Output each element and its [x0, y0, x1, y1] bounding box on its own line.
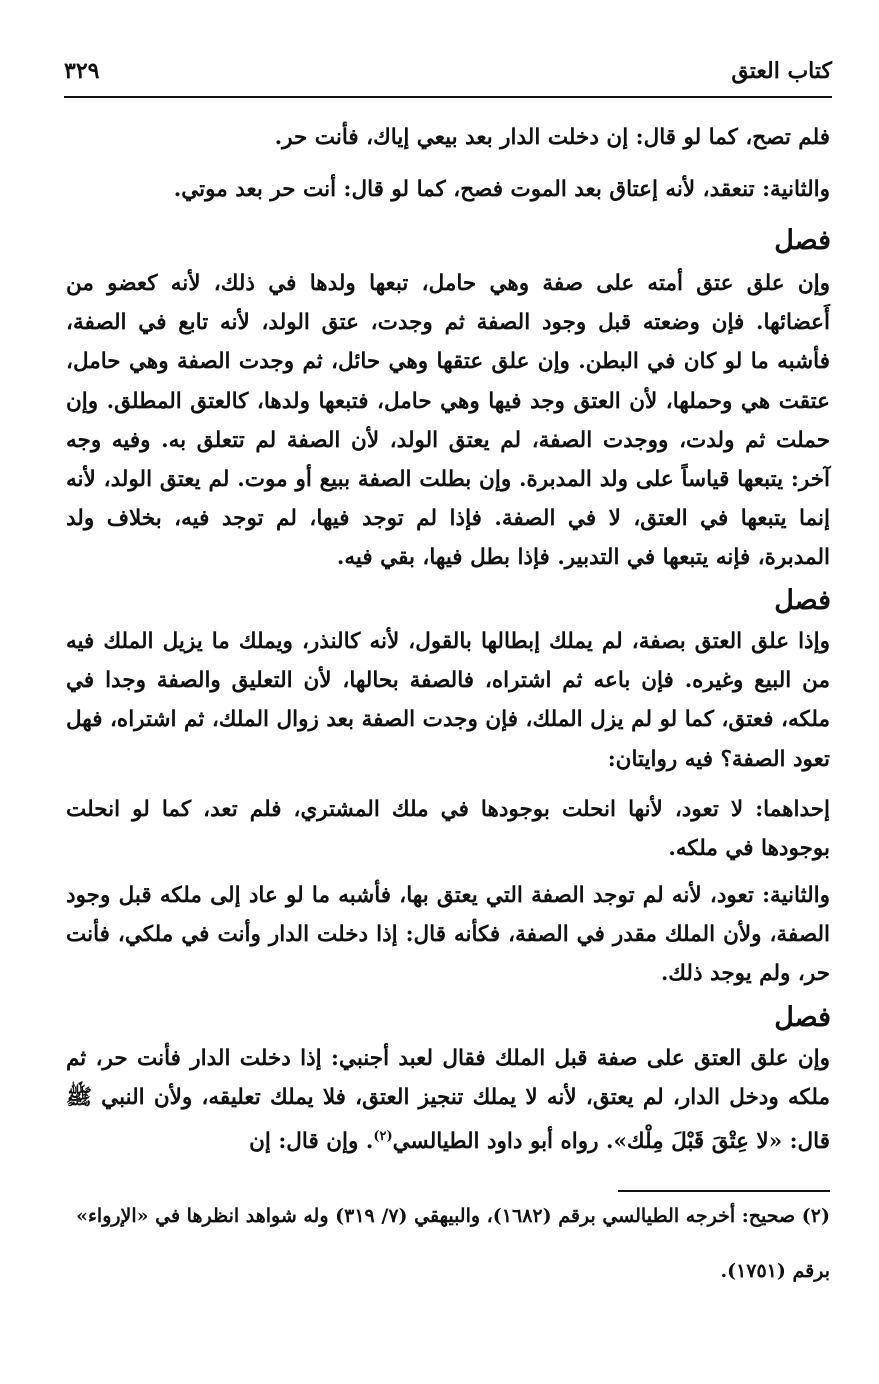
section-paragraph: [66, 622, 830, 779]
intro-text: فلم تصح، كما لو قال: إن دخلت الدار بعد بيعي إياك، فأنت حر.: [274, 125, 830, 150]
second-label: والثانية:: [762, 177, 830, 202]
running-title: كتاب العتق: [731, 58, 832, 84]
first-text: لا تعود، لأنها انحلت بوجودها في ملك المشتري، فلم تعد، كما لو انحلت بوجودها في ملكه.: [66, 797, 830, 862]
page-number: ٣٢٩: [64, 58, 100, 84]
second-text: تعود، لأنه لم توجد الصفة التي يعتق بها، فأشبه ما لو عاد إلى ملكه قبل وجود الصفة، ولأن الملك مقدر في الصفة، فكأنه قال: إذا دخلت الدار وأنت في ملكي، فأنت حر، ولم يوجد ذلك.: [66, 883, 830, 987]
paragraph-text: وإن علق العتق على صفة قبل الملك فقال لعبد أجنبي: إذا دخلت الدار فأنت حر، ثم ملكه ودخل الدار، لم يعتق، لأنه لا يملك تنجيز العتق، فلا يملك تعليقه، ولأن النبي ﷺ قال: «لا عِتْقَ قَبْلَ مِلْك». رواه أبو داود الطيالسي: [66, 1046, 830, 1155]
paragraph-continuation: . وإن قال: إن: [249, 1129, 374, 1155]
first-narration: [66, 790, 830, 868]
footnote-line: برقم (١٧٥١).: [720, 1260, 830, 1282]
section-heading: فصل: [774, 1002, 831, 1033]
footnote-rule: [618, 1190, 830, 1192]
header-rule: [64, 96, 832, 98]
first-label: إحداهما:: [755, 797, 830, 822]
page-header: [64, 58, 832, 92]
section-heading: فصل: [774, 585, 831, 616]
paragraph-text: وإن علق عتق أمته على صفة وهي حامل، تبعها ولدها في ذلك، لأنه كعضو من أَعضائها. فإن وضعته قبل وجود الصفة ثم وجدت، عتق الولد، لأنه تابع في الصفة، فأشبه ما لو كان في البطن. وإن علق عتقها وهي حائل، ثم وجدت الصفة وهي حامل، عتقت هي وحملها، لأن العتق وجد فيها وهي حامل، فتبعها ولدها، كالعتق المطلق. وإن حملت ثم ولدت، ووجدت الصفة، لم يعتق الولد، لأن الصفة لم تتعلق به. وفيه وجه آخر: يتبعها قياساً على ولد المدبرة. وإن بطلت الصفة ببيع أو موت. لم يعتق الولد، لأنه إنما يتبعها في العتق، لا في الصفة. فإذا لم توجد فيها، لم توجد فيه، بخلاف ولد المدبرة، فإنه يتبعها في التدبير. فإذا بطل فيها، بقي فيه.: [66, 271, 830, 571]
section-paragraph: [66, 1039, 830, 1162]
second-narration: [66, 876, 830, 994]
paragraph-text: وإذا علق العتق بصفة، لم يملك إبطالها بالقول، لأنه كالنذر، ويملك ما يزيل الملك فيه من البيع وغيره. فإن باعه ثم اشتراه، فالصفة بحالها، لأن التعليق والصفة وجدا في ملكه، فعتق، كما لو لم يزل الملك، فإن وجدت الصفة بعد زوال الملك، ثم اشتراه، فهل تعود الصفة؟ فيه روايتان:: [66, 629, 830, 772]
footnote-line: (٢) صحيح: أخرجه الطيالسي برقم (١٦٨٢)، والبيهقي (٧/ ٣١٩) وله شواهد انظرها في «الإرواء»: [76, 1205, 830, 1227]
section-heading: فصل: [774, 225, 831, 256]
second-label: والثانية:: [762, 883, 830, 908]
second-text: تنعقد، لأنه إعتاق بعد الموت فصح، كما لو قال: أنت حر بعد موتي.: [173, 177, 763, 202]
section-paragraph: [66, 264, 830, 578]
intro-second-opinion: [66, 170, 830, 209]
footnote-marker: (٢): [373, 1129, 393, 1145]
intro-line: [66, 118, 830, 157]
